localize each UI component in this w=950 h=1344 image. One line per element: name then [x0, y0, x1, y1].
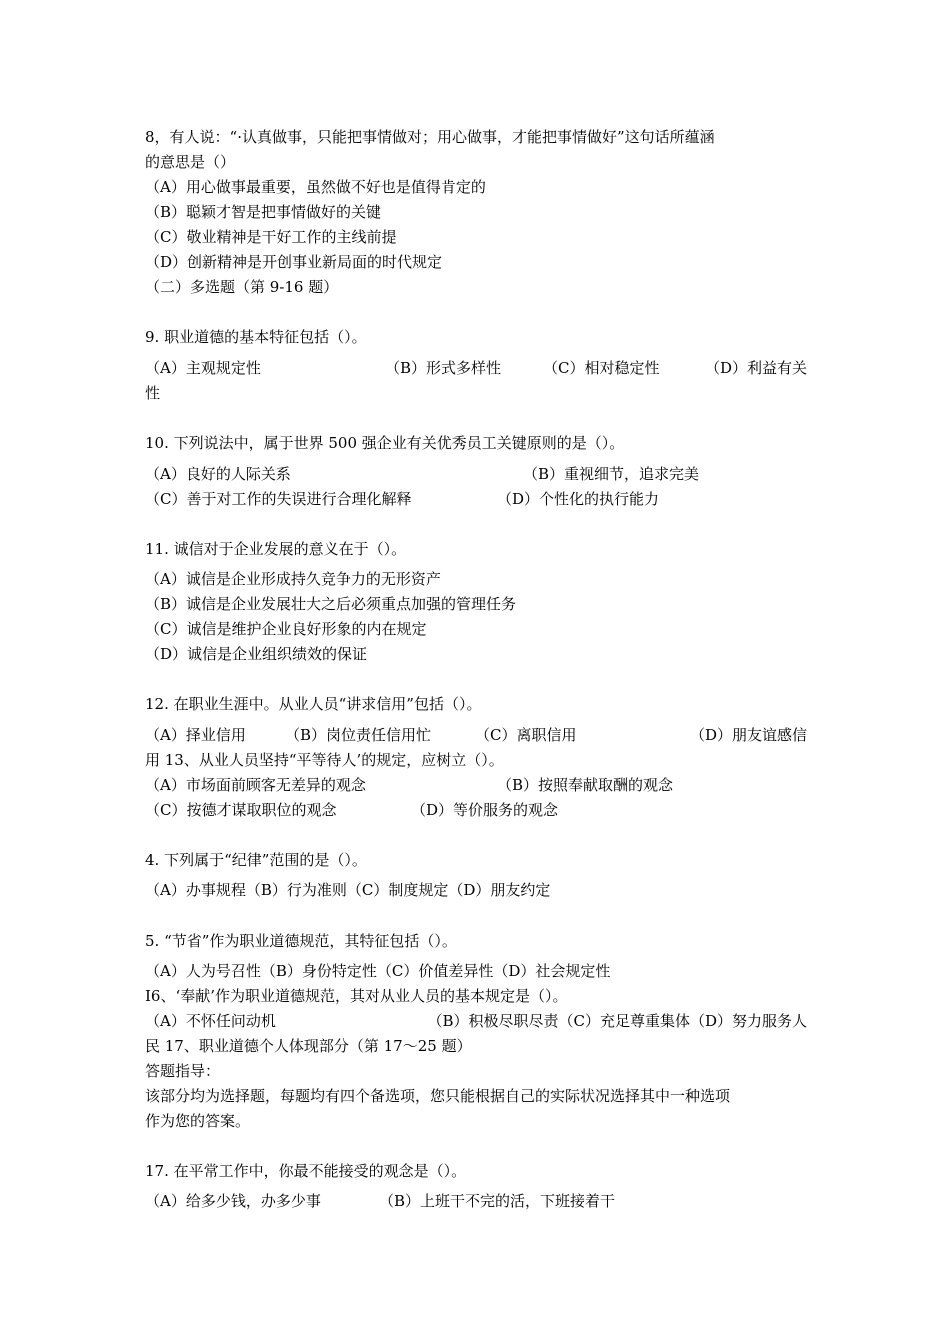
- question-9-option-d: （D）利益有关: [704, 359, 807, 377]
- question-11-stem: 11. 诚信对于企业发展的意义在于（）。: [145, 540, 407, 558]
- question-10-option-c: （C）善于对工作的失误进行合理化解释: [145, 490, 412, 508]
- question-5-stem: 5. “节省”作为职业道德规范，其特征包括（）。: [145, 932, 457, 950]
- question-16-options: [145, 1011, 807, 1031]
- guide-text-cont: 作为您的答案。: [145, 1112, 251, 1130]
- question-13-stem: 用 13、从业人员坚持“平等待人’的规定，应树立（）。: [145, 751, 504, 769]
- question-8-option-c: （C）敬业精神是干好工作的主线前提: [145, 228, 397, 246]
- question-12-stem: 12. 在职业生涯中。从业人员“讲求信用”包括（）。: [145, 695, 482, 713]
- guide-title: 答题指导：: [145, 1062, 221, 1080]
- question-8-option-a: （A）用心做事最重要，虽然做不好也是值得肯定的: [145, 178, 486, 196]
- question-9-option-a: （A）主观规定性: [145, 359, 261, 377]
- question-4-options: （A）办事规程（B）行为准则（C）制度规定（D）朋友约定: [145, 881, 551, 899]
- guide-text: 该部分均为选择题，每题均有四个备选项，您只能根据自己的实际状况选择其中一种选项: [145, 1087, 731, 1105]
- question-13-option-d: （D）等价服务的观念: [411, 801, 559, 819]
- question-9-stem: 9. 职业道德的基本特征包括（）。: [145, 328, 367, 346]
- question-17-stem: 17. 在平常工作中，你最不能接受的观念是（）。: [145, 1162, 467, 1180]
- question-16-options-rest: （B）积极尽职尽责（C）充足尊重集体（D）努力服务人: [427, 1012, 807, 1030]
- question-10-option-a: （A）良好的人际关系: [145, 465, 291, 483]
- question-11-option-d: （D）诚信是企业组织绩效的保证: [145, 645, 368, 663]
- question-9-options: [145, 358, 807, 378]
- question-12-options: [145, 725, 807, 745]
- question-12-option-c: （C）离职信用: [475, 726, 577, 744]
- question-13-option-c: （C）按德才谋取职位的观念: [145, 801, 337, 819]
- question-8-option-d: （D）创新精神是开创事业新局面的时代规定: [145, 253, 443, 271]
- question-17-options: [145, 1191, 807, 1211]
- question-10-option-d: （D）个性化的执行能力: [497, 490, 660, 508]
- question-5-options: （A）人为号召性（B）身份特定性（C）价值差异性（D）社会规定性: [145, 962, 611, 980]
- question-10-options-row2: [145, 489, 807, 509]
- question-10-option-b: （B）重视细节，追求完美: [523, 465, 700, 483]
- question-8-option-b: （B）聪颖才智是把事情做好的关键: [145, 203, 382, 221]
- question-9-option-d-cont: 性: [145, 384, 161, 402]
- question-4-stem: 4. 下列属于“纪律”范围的是（）。: [145, 851, 367, 869]
- question-12-option-d: （D）朋友谊感信: [689, 726, 807, 744]
- question-8-stem: 8，有人说：“·认真做事，只能把事情做对；用心做事，才能把事情做好”这句话所蕴涵: [145, 128, 715, 146]
- question-9-option-b: （B）形式多样性: [385, 359, 502, 377]
- question-17-option-b: （B）上班干不完的活，下班接着干: [379, 1192, 616, 1210]
- question-9-option-c: （C）相对稳定性: [543, 359, 660, 377]
- question-13-options-row1: [145, 775, 807, 795]
- question-13-options-row2: [145, 800, 807, 820]
- question-10-options-row1: [145, 464, 807, 484]
- question-16-stem: I6、‘奉献’作为职业道德规范，其对从业人员的基本规定是（）。: [145, 987, 568, 1005]
- question-11-option-b: （B）诚信是企业发展壮大之后必须重点加强的管理任务: [145, 595, 517, 613]
- section-2-title: （二）多选题（第 9-16 题）: [145, 278, 339, 296]
- section-17-title: 民 17、职业道德个人体现部分（第 17～25 题）: [145, 1037, 472, 1055]
- question-13-option-b: （B）按照奉献取酬的观念: [497, 776, 674, 794]
- question-17-option-a: （A）给多少钱，办多少事: [145, 1192, 321, 1210]
- question-8-stem-cont: 的意思是（）: [145, 153, 236, 171]
- question-11-option-c: （C）诚信是维护企业良好形象的内在规定: [145, 620, 427, 638]
- question-11-option-a: （A）诚信是企业形成持久竞争力的无形资产: [145, 570, 441, 588]
- question-16-option-a: （A）不怀任问动机: [145, 1012, 276, 1030]
- question-10-stem: 10. 下列说法中，属于世界 500 强企业有关优秀员工关键原则的是（）。: [145, 434, 625, 452]
- question-13-option-a: （A）市场面前顾客无差异的观念: [145, 776, 366, 794]
- question-12-option-a: （A）择业信用: [145, 726, 246, 744]
- question-12-option-b: （B）岗位责任信用忙: [285, 726, 432, 744]
